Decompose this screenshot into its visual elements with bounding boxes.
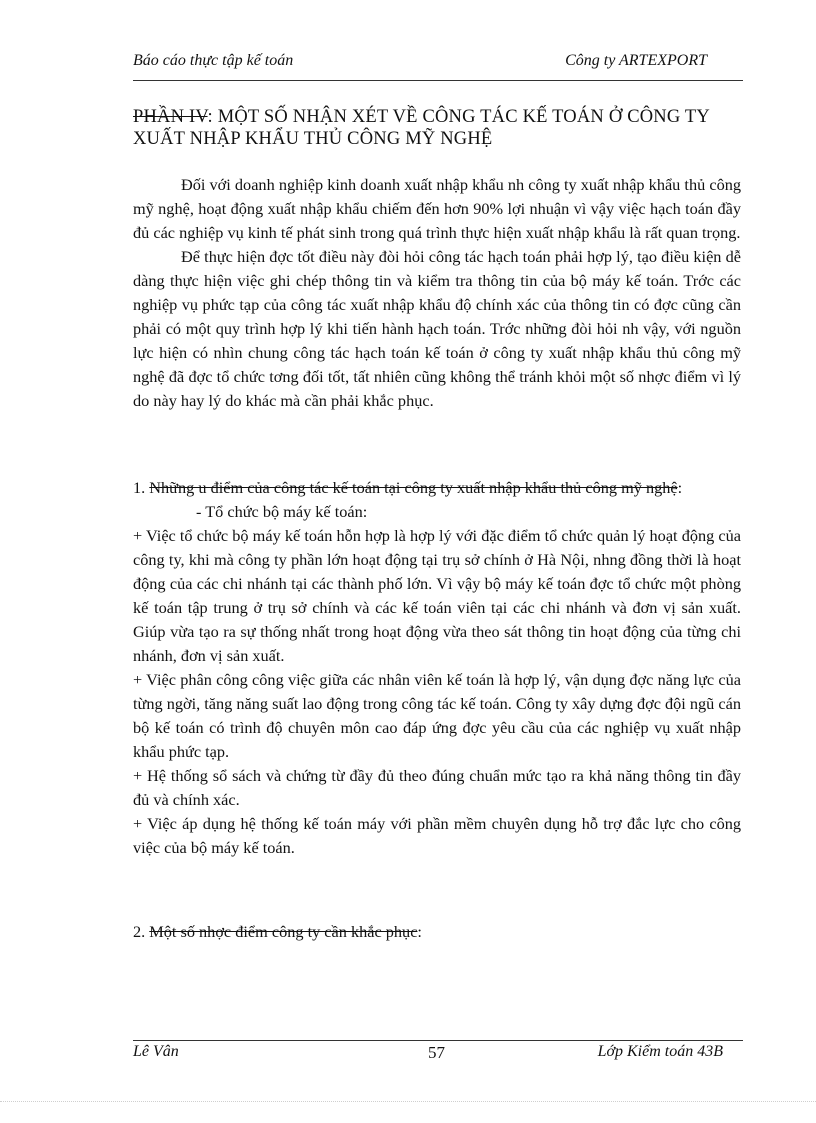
header-report-title: Báo cáo thực tập kế toán [133, 52, 294, 69]
section-title-part: PHẦN IV [133, 107, 208, 127]
section-2 [133, 920, 741, 944]
section-1-item: + Hệ thống sổ sách và chứng từ đầy đủ theo đúng chuẩn mức tạo ra khả năng thông tin đầy đủ và chính xác. [133, 766, 741, 809]
section-2-heading-text: Một số nhợc điểm công ty cần khắc phục [149, 922, 418, 941]
header-rule [133, 80, 743, 81]
page-footer [133, 1043, 743, 1067]
intro-paragraph-1: Đối với doanh nghiệp kinh doanh xuất nhập khẩu nh công ty xuất nhập khẩu thủ công mỹ nghệ, hoạt động xuất nhập khẩu chiếm đến hơn 90% lợi nhuận vì vậy việc hạch toán đầy đủ các nghiệp vụ kinh tế phát sinh trong quá trình thực hiện xuất nhập khẩu là rất quan trọng. [133, 175, 741, 242]
section-1-item: + Việc áp dụng hệ thống kế toán máy với phần mềm chuyên dụng hỗ trợ đắc lực cho công việc của bộ máy kế toán. [133, 814, 741, 857]
page-header [133, 52, 743, 76]
intro-paragraph-2: Để thực hiện đợc tốt điều này đòi hỏi công tác hạch toán phải hợp lý, tạo điều kiện dễ dàng thực hiện việc ghi chép thông tin và kiểm tra thông tin của bộ máy kế toán. Trớc các nghiệp vụ phức tạp của công tác xuất nhập khẩu độ chính xác của thông tin có đợc cũng cần phải có một quy trình hợp lý khi tiến hành hạch toán. Trớc những đòi hỏi nh vậy, với nguồn lực hiện có nhìn chung công tác hạch toán kế toán ở công ty xuất nhập khẩu thủ công mỹ nghệ đã đợc tổ chức tơng đối tốt, tất nhiên cũng không thể tránh khỏi một số nhợc điểm vì lý do này hay lý do khác mà cần phải khắc phục. [133, 247, 741, 410]
section-1-item: + Việc phân công công việc giữa các nhân viên kế toán là hợp lý, vận dụng đợc năng lực của từng ngời, tăng năng suất lao động trong công tác kế toán. Công ty xây dựng đợc đội ngũ cán bộ kế toán có trình độ chuyên môn cao đáp ứng đợc yêu cầu của các nghiệp vụ xuất nhập khẩu phức tạp. [133, 670, 741, 761]
header-company-name: Công ty ARTEXPORT [565, 52, 707, 69]
section-1-colon: : [677, 478, 683, 497]
section-1-item: + Việc tổ chức bộ máy kế toán hỗn hợp là hợp lý với đặc điểm tổ chức quản lý hoạt động của công ty, khi mà công ty phần lớn hoạt động tại trụ sở chính ở Hà Nội, nhng đồng thời là hoạt động của các chi nhánh tại các thành phố lớn. Vì vậy bộ máy kế toán đợc tổ chức một phòng kế toán tập trung ở trụ sở chính và các kế toán viên tại các chi nhánh và đơn vị sản xuất. Giúp vừa tạo ra sự thống nhất trong hoạt động vừa theo sát thông tin hoạt động của từng chi nhánh, đơn vị sản xuất. [133, 526, 741, 665]
footer-author: Lê Vân [133, 1043, 179, 1060]
section-title [133, 106, 743, 150]
page-bottom-dotted-line [0, 1101, 816, 1102]
footer-rule [133, 1040, 743, 1041]
footer-class-name: Lớp Kiểm toán 43B [597, 1043, 723, 1060]
section-1-subheading: - Tổ chức bộ máy kế toán: [196, 502, 368, 521]
section-1-heading-text: Những u điểm của công tác kế toán tại công ty xuất nhập khẩu thủ công mỹ nghệ [149, 478, 678, 497]
section-2-colon: : [417, 922, 422, 941]
section-2-number: 2. [133, 922, 150, 941]
section-title-text: : MỘT SỐ NHẬN XÉT VỀ CÔNG TÁC KẾ TOÁN Ở CÔNG TY XUẤT NHẬP KHẨU THỦ CÔNG MỸ NGHỆ [133, 107, 710, 149]
intro-block [133, 173, 741, 413]
section-1 [133, 476, 741, 860]
section-1-heading [133, 476, 741, 500]
page-number: 57 [428, 1043, 445, 1062]
section-2-heading [133, 920, 741, 944]
section-1-number: 1. [133, 478, 150, 497]
